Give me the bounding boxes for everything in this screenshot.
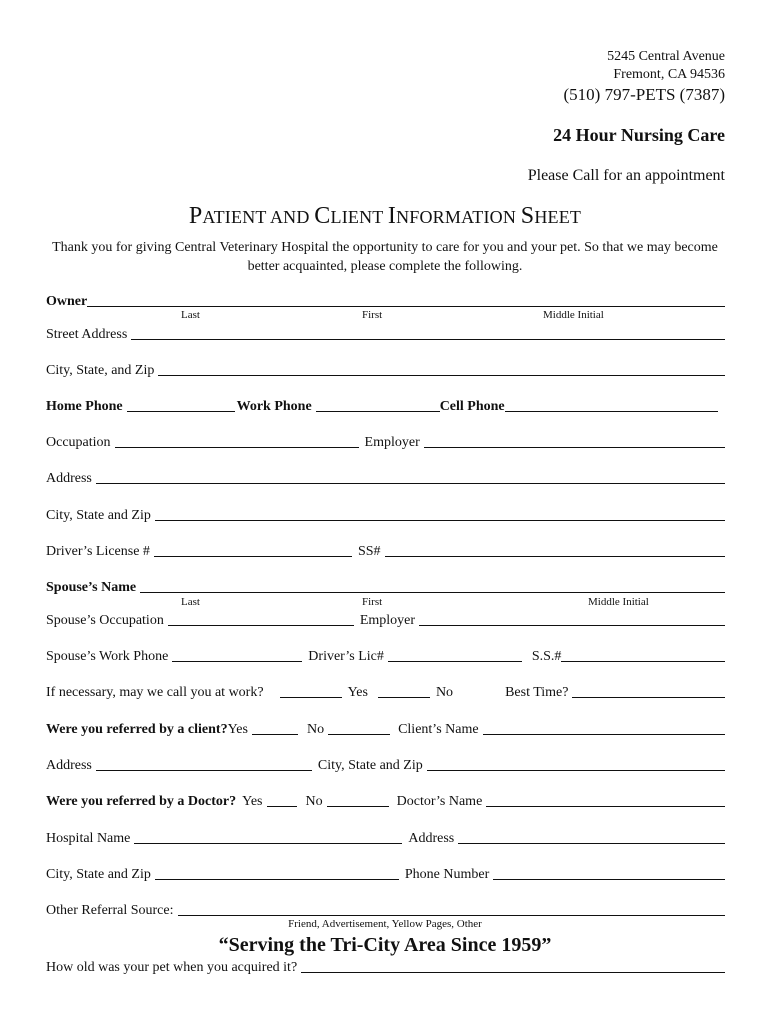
city-state-zip-2-row (46, 504, 725, 524)
spouse-work-phone-label: Spouse’s Work Phone (46, 649, 169, 664)
spouse-drivers-lic-field[interactable] (388, 646, 522, 662)
client-city-label: City, State and Zip (317, 758, 423, 773)
hospital-city-field[interactable] (155, 864, 399, 880)
client-address-field[interactable] (96, 755, 312, 771)
spouse-occupation-row (46, 609, 725, 629)
best-time-label: Best Time? (505, 685, 569, 700)
phones-row (46, 395, 718, 415)
spouse-name-label: Spouse’s Name (46, 580, 137, 595)
cell-phone-label: Cell Phone (439, 399, 505, 414)
page-title: PATIENT AND CLIENT INFORMATION SHEET (188, 203, 582, 229)
call-at-work-yes-label: Yes (347, 685, 368, 700)
referred-doctor-no-field[interactable] (327, 791, 389, 807)
owner-row (46, 290, 725, 310)
call-at-work-no-label: No (435, 685, 454, 700)
spouse-last-caption: Last (181, 596, 200, 608)
clinic-city: Fremont, CA 94536 (613, 67, 725, 82)
clinic-phone: (510) 797-PETS (7387) (563, 85, 725, 104)
spouse-occupation-field[interactable] (168, 610, 354, 626)
call-at-work-label: If necessary, may we call you at work? (46, 685, 264, 700)
hospital-city-row (46, 863, 725, 883)
city-state-zip-row (46, 359, 725, 379)
doctors-name-field[interactable] (486, 791, 725, 807)
client-address-row (46, 754, 725, 774)
referred-client-row (46, 718, 725, 738)
other-referral-label: Other Referral Source: (46, 903, 174, 918)
other-referral-row (46, 899, 725, 919)
employer-label: Employer (364, 435, 420, 450)
appointment-note: Please Call for an appointment (527, 167, 725, 184)
referred-client-label: Were you referred by a client? (46, 722, 228, 737)
hospital-address-label: Address (408, 831, 455, 846)
street-address-row (46, 323, 725, 343)
doctors-name-label: Doctor’s Name (396, 794, 483, 809)
work-phone-label: Work Phone (236, 399, 312, 414)
occupation-label: Occupation (46, 435, 111, 450)
occupation-field[interactable] (115, 432, 359, 448)
service-heading: 24 Hour Nursing Care (553, 125, 725, 145)
employer-field[interactable] (424, 432, 725, 448)
referred-client-yes-field[interactable] (252, 719, 298, 735)
pet-age-field[interactable] (301, 957, 725, 973)
referred-client-yes-label: Yes (227, 722, 248, 737)
spouse-employer-field[interactable] (419, 610, 725, 626)
city-state-zip-2-field[interactable] (155, 505, 725, 521)
spouse-work-phone-row (46, 645, 725, 665)
work-phone-field[interactable] (316, 396, 440, 412)
owner-label: Owner (46, 294, 88, 309)
owner-mi-caption: Middle Initial (543, 309, 604, 321)
hospital-row (46, 827, 725, 847)
home-phone-field[interactable] (127, 396, 235, 412)
call-at-work-row (46, 681, 725, 701)
address-field[interactable] (96, 468, 725, 484)
referred-client-no-label: No (306, 722, 325, 737)
referred-client-no-field[interactable] (328, 719, 390, 735)
drivers-license-field[interactable] (154, 541, 352, 557)
pet-age-row (46, 956, 725, 976)
referred-doctor-yes-field[interactable] (267, 791, 297, 807)
city-state-zip-field[interactable] (158, 360, 725, 376)
spouse-first-caption: First (362, 596, 383, 608)
hospital-name-label: Hospital Name (46, 831, 131, 846)
clients-name-field[interactable] (483, 719, 725, 735)
street-address-label: Street Address (46, 327, 128, 342)
client-address-label: Address (46, 758, 92, 773)
spouse-work-phone-field[interactable] (172, 646, 302, 662)
spouse-mi-caption: Middle Initial (588, 596, 649, 608)
spouse-occupation-label: Spouse’s Occupation (46, 613, 164, 628)
phone-number-label: Phone Number (404, 867, 490, 882)
call-at-work-yes-field[interactable] (280, 682, 342, 698)
referred-doctor-row (46, 790, 725, 810)
referred-doctor-label: Were you referred by a Doctor? (46, 794, 237, 809)
street-address-field[interactable] (131, 324, 725, 340)
address-label: Address (46, 471, 92, 486)
spouse-name-row (46, 576, 725, 596)
clients-name-label: Client’s Name (398, 722, 479, 737)
intro-text: Thank you for giving Central Veterinary Hospital the opportunity to care for you and your pet. So that we may become better acquainted, please complete the following. (52, 240, 718, 274)
drivers-license-label: Driver’s License # (46, 544, 150, 559)
home-phone-label: Home Phone (46, 399, 123, 414)
pet-age-label: How old was your pet when you acquired it? (46, 960, 298, 975)
referral-hint: Friend, Advertisement, Yellow Pages, Other (288, 918, 482, 930)
hospital-address-field[interactable] (458, 828, 725, 844)
owner-last-caption: Last (181, 309, 200, 321)
cell-phone-field[interactable] (505, 396, 718, 412)
clinic-street: 5245 Central Avenue (607, 49, 725, 64)
spouse-ss-label: S.S.# (531, 649, 562, 664)
city-state-zip-2-label: City, State and Zip (46, 508, 151, 523)
other-referral-field[interactable] (178, 900, 726, 916)
ss-field[interactable] (385, 541, 725, 557)
referred-doctor-yes-label: Yes (242, 794, 263, 809)
phone-number-field[interactable] (493, 864, 725, 880)
slogan: “Serving the Tri-City Area Since 1959” (218, 934, 552, 956)
license-row (46, 540, 725, 560)
ss-label: SS# (357, 544, 381, 559)
address-row (46, 467, 725, 487)
occupation-row (46, 431, 725, 451)
hospital-name-field[interactable] (134, 828, 402, 844)
city-state-zip-label: City, State, and Zip (46, 363, 155, 378)
call-at-work-no-field[interactable] (378, 682, 430, 698)
spouse-name-field[interactable] (140, 577, 725, 593)
owner-first-caption: First (362, 309, 383, 321)
spouse-drivers-lic-label: Driver’s Lic# (308, 649, 384, 664)
referred-doctor-no-label: No (305, 794, 323, 809)
best-time-field[interactable] (572, 682, 725, 698)
spouse-employer-label: Employer (359, 613, 416, 628)
spouse-ss-field[interactable] (561, 646, 725, 662)
client-city-field[interactable] (427, 755, 725, 771)
owner-field[interactable] (87, 291, 725, 307)
hospital-city-label: City, State and Zip (46, 867, 151, 882)
